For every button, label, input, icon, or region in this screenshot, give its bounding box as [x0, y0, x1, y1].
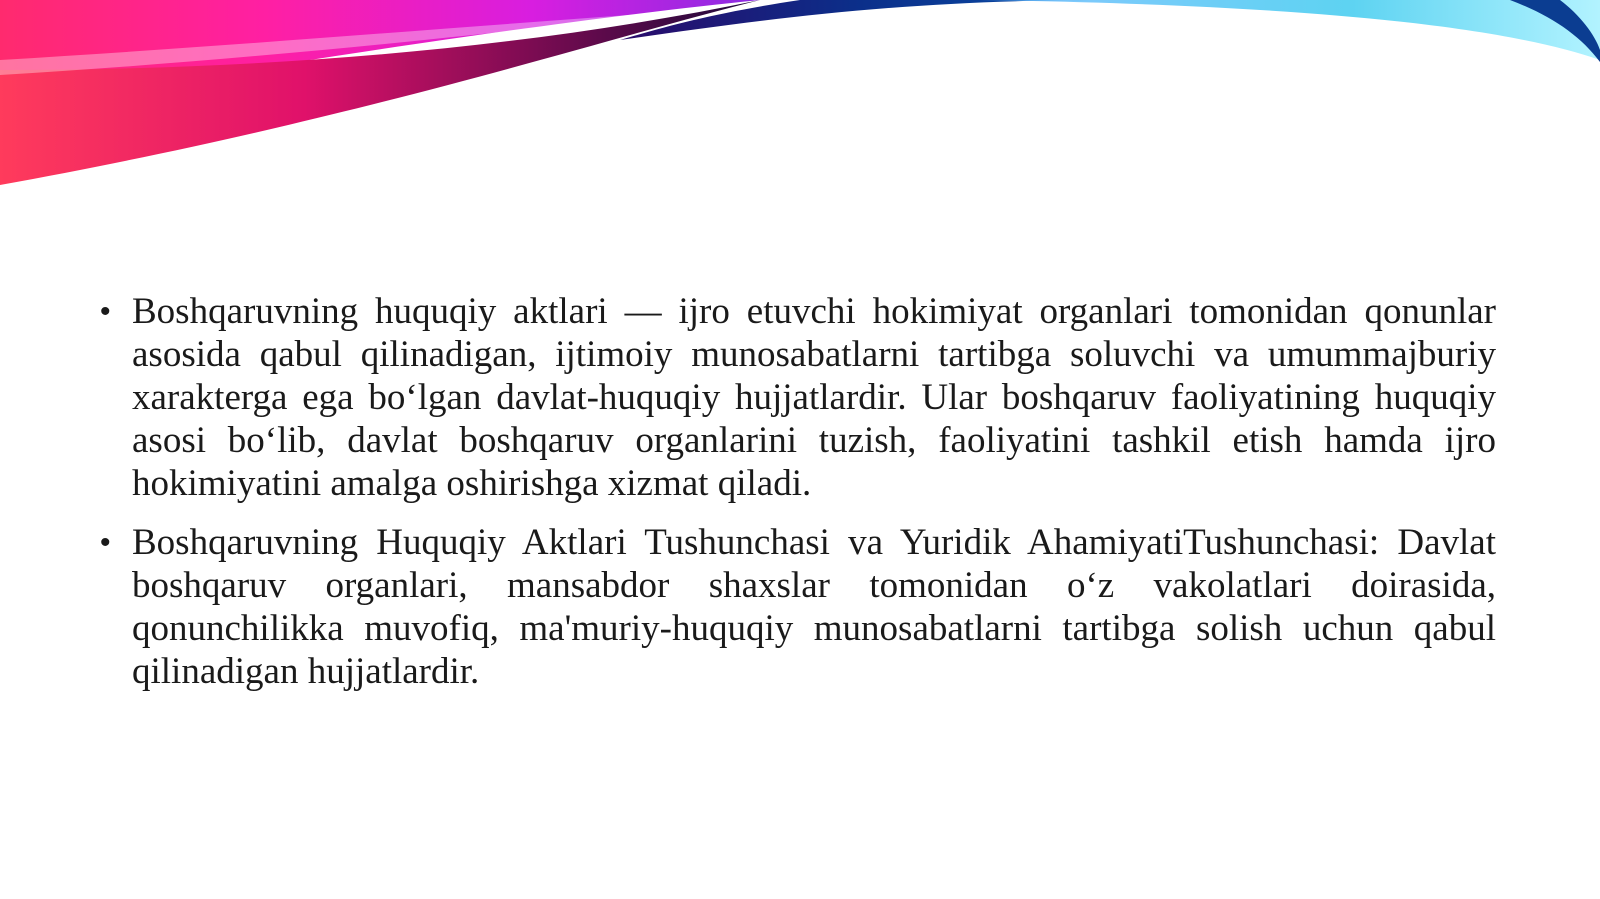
- bullet-marker: •: [100, 526, 111, 559]
- decorative-swoosh-header: [0, 0, 1600, 200]
- bullet-text: Boshqaruvning huquqiy aktlari — ijro etuvchi hokimiyat organlari tomonidan qonunlar asosida qabul qilinadigan, ijtimoiy munosabatlarni tartibga soluvchi va umummajburiy xarakterga ega bo‘lgan davlat-huquqiy hujjatlardir. Ular boshqaruv faoliyatining huquqiy asosi bo‘lib, davlat boshqaruv organlarini tuzish, faoliyatini tashkil etish hamda ijro hokimiyatini amalga oshirishga xizmat qiladi.: [132, 291, 1496, 504]
- bullet-list: [100, 290, 1496, 693]
- bullet-marker: •: [100, 295, 111, 328]
- bullet-item: [100, 521, 1496, 693]
- bullet-text: Boshqaruvning Huquqiy Aktlari Tushunchasi va Yuridik AhamiyatiTushunchasi: Davlat boshqaruv organlari, mansabdor shaxslar tomonidan o‘z vakolatlari doirasida, qonunchilikka muvofiq, ma'muriy-huquqiy munosabatlarni tartibga solish uchun qabul qilinadigan hujjatlardir.: [132, 522, 1496, 692]
- content-area: [100, 290, 1496, 709]
- bullet-item: [100, 290, 1496, 505]
